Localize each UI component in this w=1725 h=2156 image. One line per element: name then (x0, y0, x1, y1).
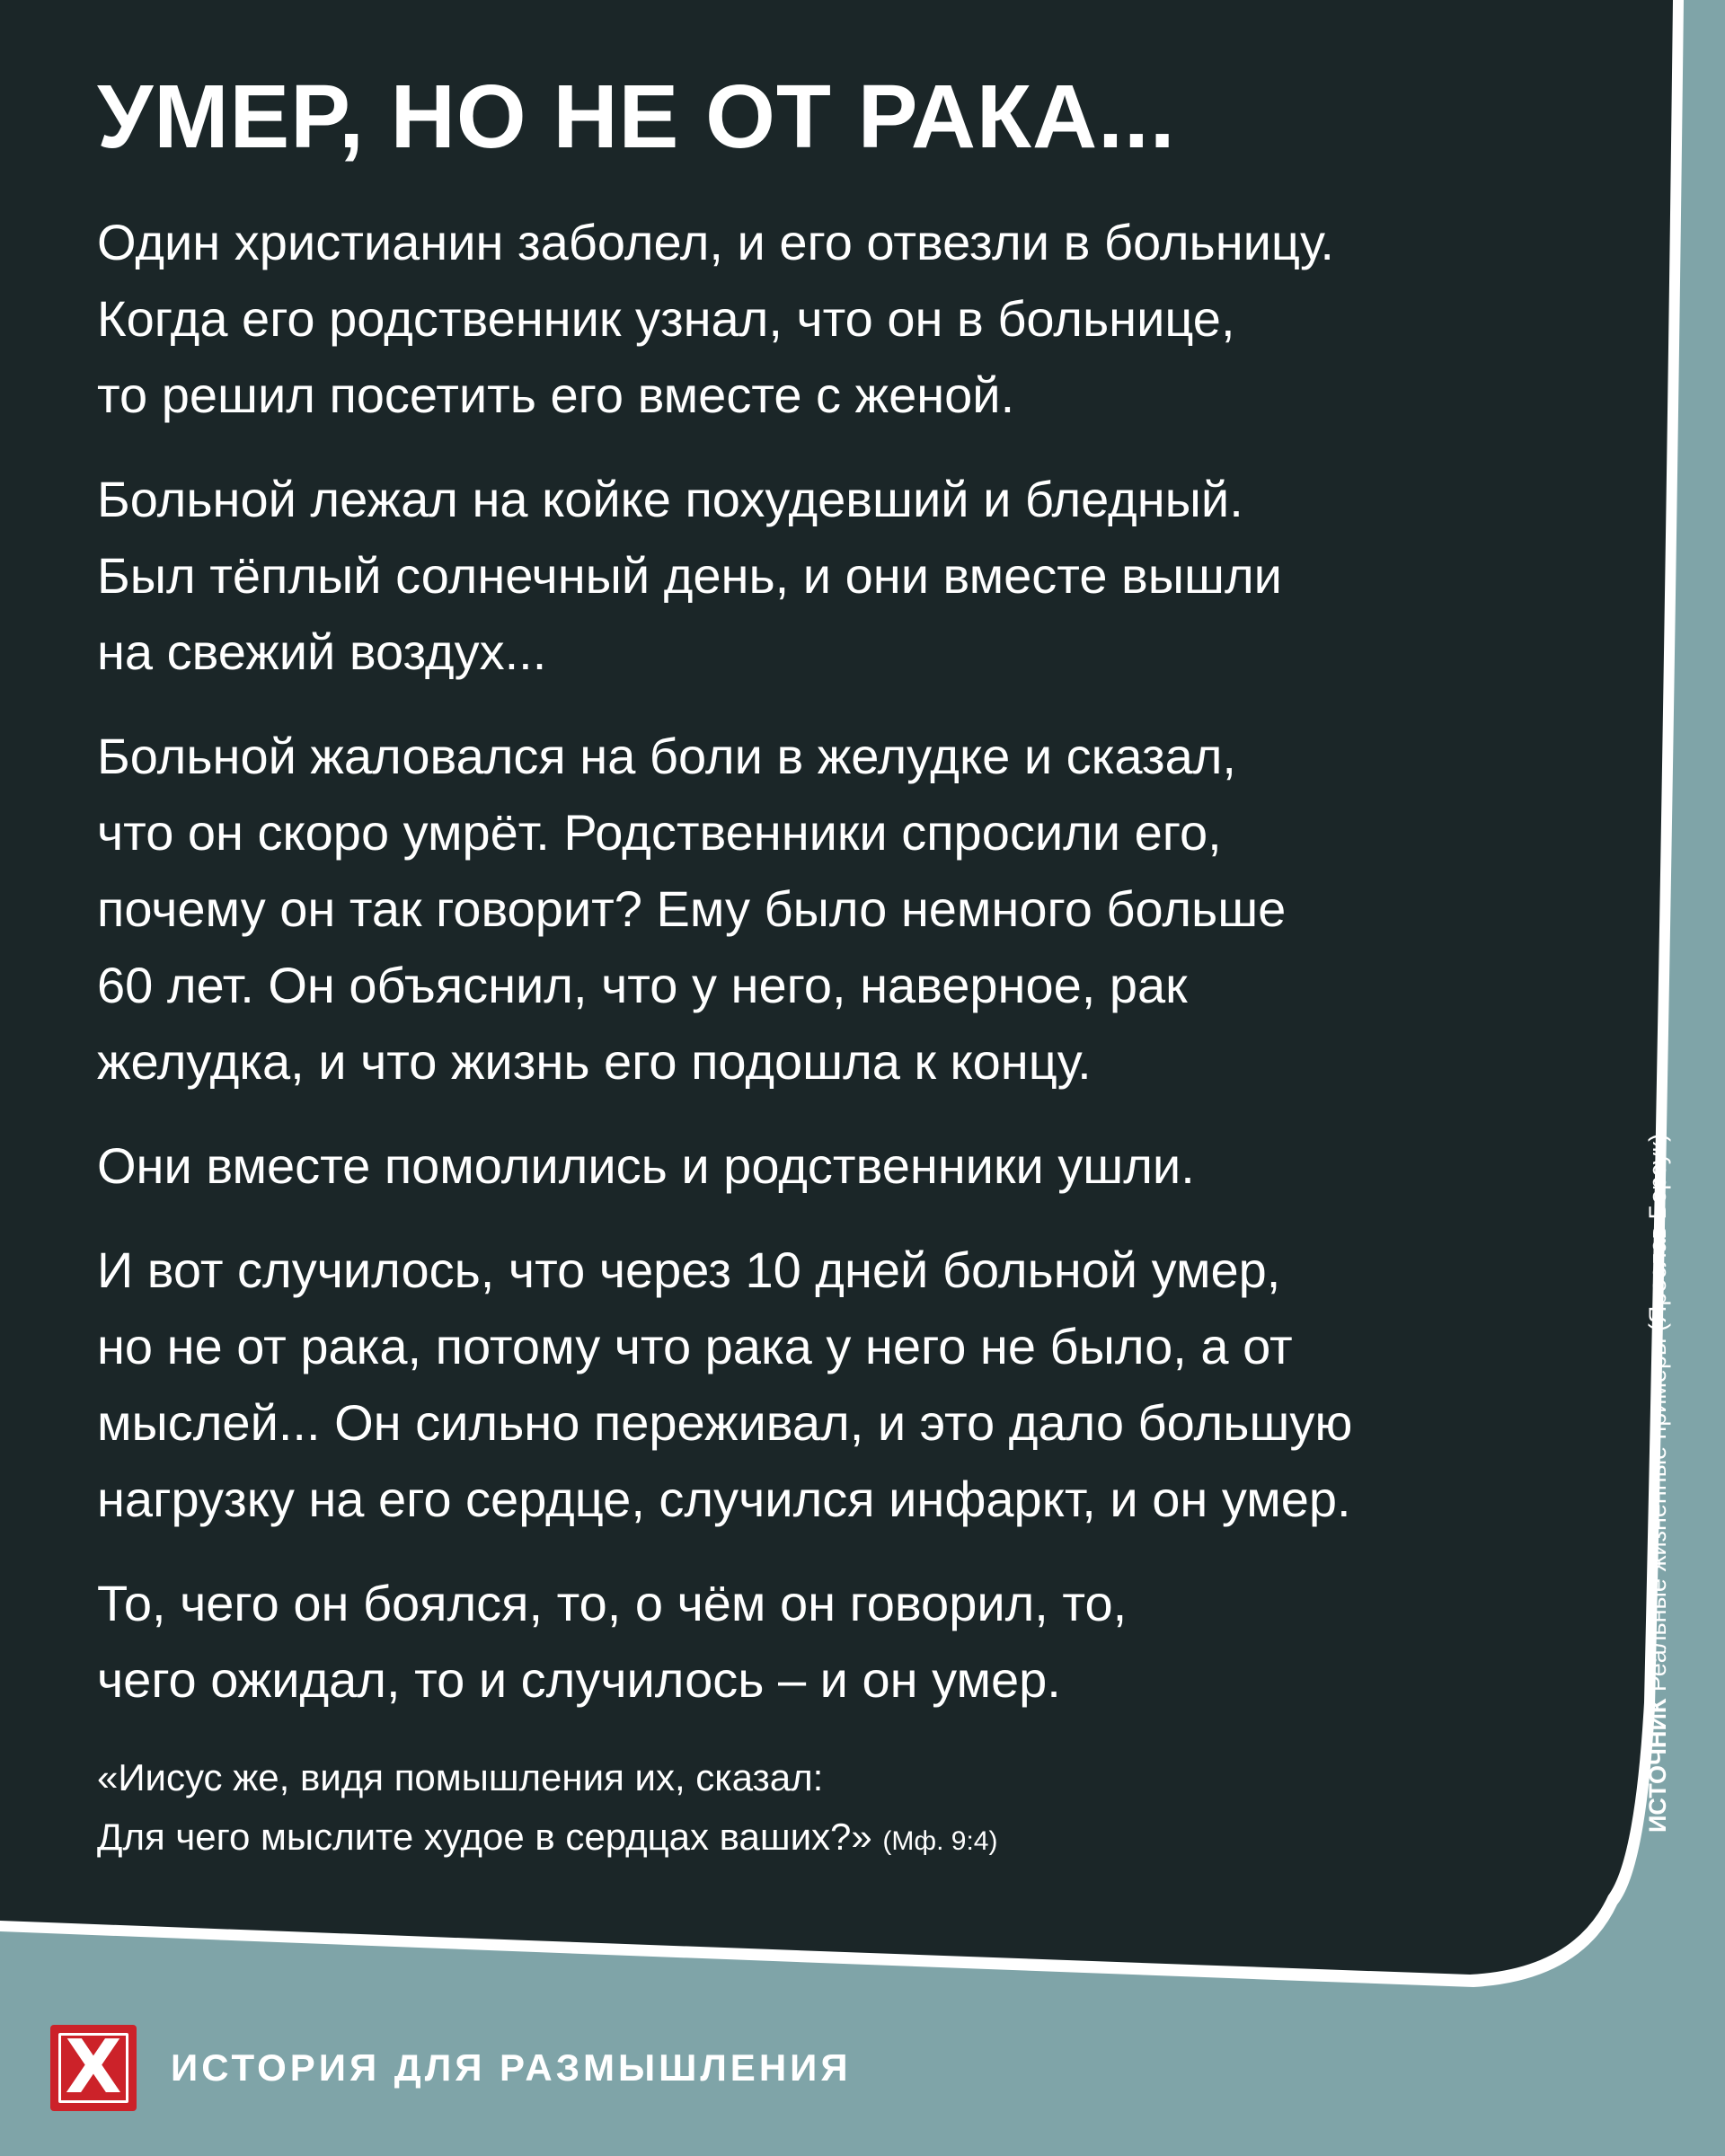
story-paragraph-6: То, чего он боялся, то, о чём он говорил, то, чего ожидал, то и случилось – и он умер. (97, 1575, 1128, 1708)
story-content (97, 66, 1606, 1871)
logo-glyph: X (65, 2025, 122, 2110)
bible-quote-text: «Иисус же, видя помышления их, сказал: Для чего мыслите худое в сердцах ваших?» (97, 1756, 872, 1858)
story-title: УМЕР, НО НЕ ОТ РАКА... (97, 66, 1176, 167)
source-text: Реальные жизненные примеры (Ярослав Борсук) (1644, 1133, 1671, 1692)
story-paragraph-5: И вот случилось, что через 10 дней больной умер, но не от рака, потому что рака у него не было, а от мыслей... Он сильно переживал, и это дало большую нагрузку на его сердце, случился инфаркт, и он умер. (97, 1241, 1353, 1527)
story-paragraph-4: Они вместе помолились и родственники ушли. (97, 1137, 1195, 1194)
bible-quote (97, 1748, 1606, 1871)
story-paragraph-2: Больной лежал на койке похудевший и бледный. Был тёплый солнечный день, и они вместе вышли на свежий воздух... (97, 471, 1282, 680)
bible-quote-reference: (Мф. 9:4) (882, 1826, 998, 1856)
story-paragraph-3: Больной жаловался на боли в желудке и сказал, что он скоро умрёт. Родственники спросили его, почему он так говорит? Ему было немного больше 60 лет. Он объяснил, что у него, наверное, рак желудка, и что жизнь его подошла к концу. (97, 728, 1287, 1090)
x-logo-icon (50, 2025, 137, 2111)
story-paragraph-1: Один христианин заболел, и его отвезли в больницу. Когда его родственник узнал, что он в больнице, то решил посетить его вместе с женой. (97, 214, 1334, 423)
footer-label: ИСТОРИЯ ДЛЯ РАЗМЫШЛЕНИЯ (171, 2046, 852, 2089)
source-credit (1644, 1134, 1672, 1833)
source-label: ИСТОЧНИК (1644, 1698, 1671, 1833)
